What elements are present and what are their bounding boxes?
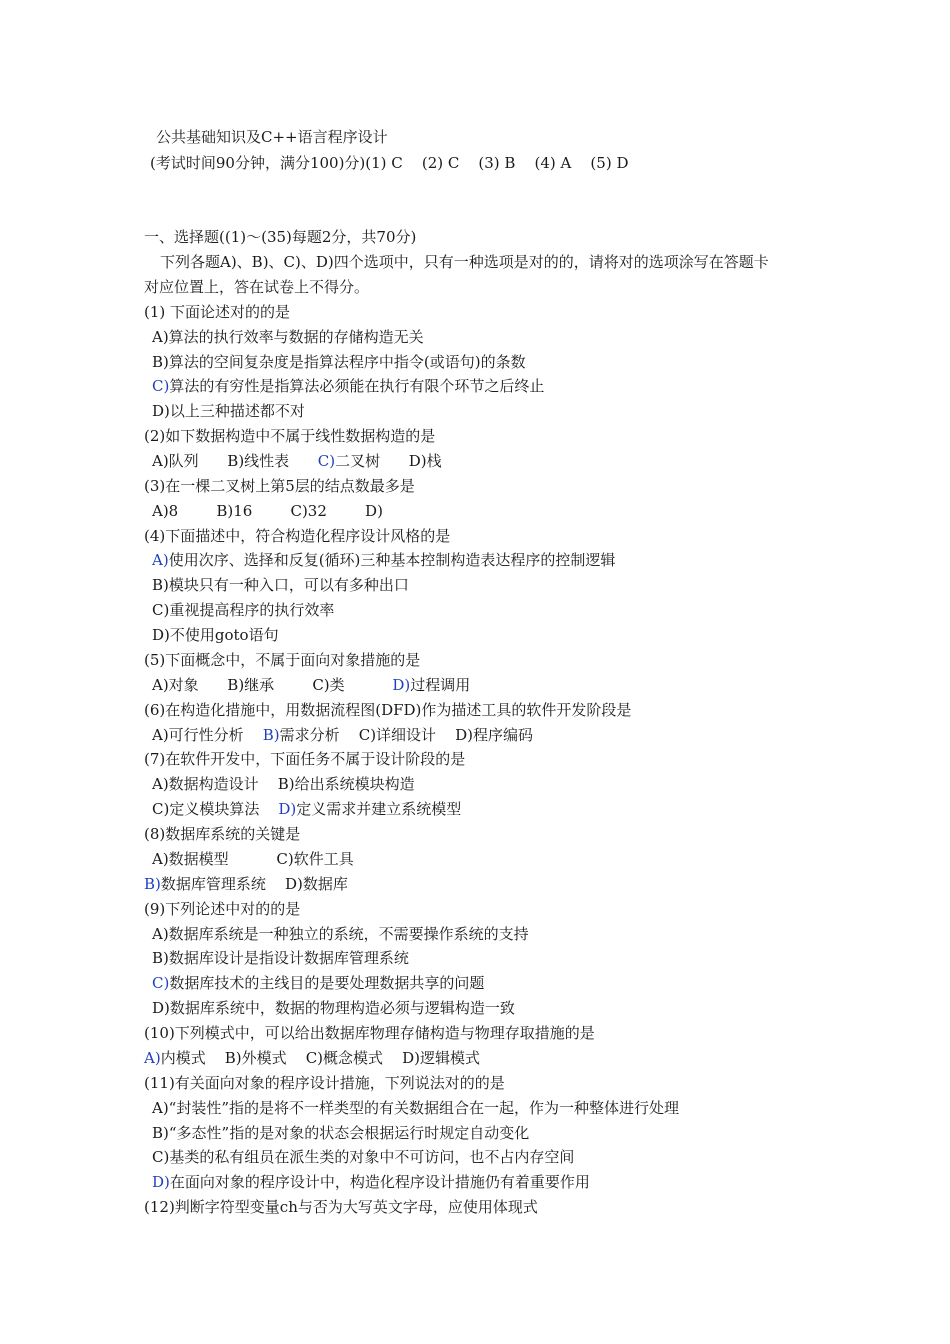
q1-option-b: B)算法的空间复杂度是指算法程序中指令(或语句)的条数 bbox=[152, 353, 526, 371]
q1-option-a: A)算法的执行效率与数据的存储构造无关 bbox=[152, 328, 424, 346]
section-intro-line-1: 下列各题A)、B)、C)、D)四个选项中，只有一种选项是对的的，请将对的选项涂写在答题卡 bbox=[160, 253, 769, 271]
q9-option-c bbox=[152, 973, 484, 993]
q3-options: A)8 B)16 C)32 D) bbox=[152, 502, 383, 520]
q4-stem: (4)下面描述中，符合构造化程序设计风格的是 bbox=[144, 527, 451, 545]
q11-option-c: C)基类的私有组员在派生类的对象中不可访问，也不占内存空间 bbox=[152, 1148, 575, 1166]
section-heading: 一、选择题((1)～(35)每题2分，共70分) bbox=[144, 228, 417, 246]
q3-stem: (3)在一棵二叉树上第5层的结点数最多是 bbox=[144, 477, 415, 495]
q2-options bbox=[152, 451, 442, 471]
q2-answer-key: C) bbox=[317, 452, 336, 470]
q6-answer-key: B) bbox=[262, 726, 280, 744]
q1-option-d: D)以上三种描述都不对 bbox=[152, 402, 305, 420]
q4-option-b: B)模块只有一种入口，可以有多种出口 bbox=[152, 576, 409, 594]
q9-option-a: A)数据库系统是一种独立的系统，不需要操作系统的支持 bbox=[152, 925, 529, 943]
q9-option-c-text: 数据库技术的主线目的是要处理数据共享的问题 bbox=[169, 974, 485, 992]
q10-options-text: 内模式 B)外模式 C)概念模式 D)逻辑模式 bbox=[160, 1049, 480, 1067]
q8-answer-key: B) bbox=[144, 875, 161, 893]
q6-stem: (6)在构造化措施中，用数据流程图(DFD)作为描述工具的软件开发阶段是 bbox=[144, 701, 632, 719]
q1-option-c bbox=[152, 376, 544, 396]
q4-answer-key: A) bbox=[152, 551, 169, 569]
q9-stem: (9)下列论述中对的的是 bbox=[144, 900, 301, 918]
q2-stem: (2)如下数据构造中不属于线性数据构造的是 bbox=[144, 427, 436, 445]
q8-options-bd bbox=[144, 874, 348, 894]
q11-option-d-text: 在面向对象的程序设计中，构造化程序设计措施仍有着重要作用 bbox=[169, 1173, 590, 1191]
q11-answer-key: D) bbox=[152, 1173, 170, 1191]
q2-options-cd: 二叉树 D)栈 bbox=[335, 452, 442, 470]
q4-option-c: C)重视提高程序的执行效率 bbox=[152, 601, 335, 619]
q8-stem: (8)数据库系统的关键是 bbox=[144, 825, 301, 843]
q5-options bbox=[152, 675, 470, 695]
q11-stem: (11)有关面向对象的程序设计措施，下列说法对的的是 bbox=[144, 1074, 505, 1092]
q8-options-ac: A)数据模型 C)软件工具 bbox=[152, 850, 354, 868]
q9-answer-key: C) bbox=[152, 974, 170, 992]
q1-option-c-text: 算法的有穷性是指算法必须能在执行有限个环节之后终止 bbox=[169, 377, 545, 395]
doc-title: 公共基础知识及C++语言程序设计 bbox=[156, 128, 388, 146]
q7-options-ab: A)数据构造设计 B)给出系统模块构造 bbox=[152, 775, 415, 793]
q7-answer-key: D) bbox=[278, 800, 297, 818]
q4-option-d: D)不使用goto语句 bbox=[152, 626, 279, 644]
q12-stem: (12)判断字符型变量ch与否为大写英文字母，应使用体现式 bbox=[144, 1198, 538, 1216]
q1-answer-key: C) bbox=[152, 377, 170, 395]
doc-subtitle: (考试时间90分钟，满分100)分)(1) C (2) C (3) B (4) A (5) D bbox=[150, 154, 629, 172]
q9-option-b: B)数据库设计是指设计数据库管理系统 bbox=[152, 949, 409, 967]
q1-stem: (1) 下面论述对的的是 bbox=[144, 303, 291, 321]
q5-option-d-text: 过程调用 bbox=[410, 676, 471, 694]
q7-stem: (7)在软件开发中，下面任务不属于设计阶段的是 bbox=[144, 750, 466, 768]
q4-option-a-text: 使用次序、选择和反复(循环)三种基本控制构造表达程序的控制逻辑 bbox=[168, 551, 616, 569]
q5-stem: (5)下面概念中，不属于面向对象措施的是 bbox=[144, 651, 421, 669]
q5-options-abc: A)对象 B)继承 C)类 bbox=[152, 676, 393, 694]
section-intro-line-2: 对应位置上，答在试卷上不得分。 bbox=[144, 278, 370, 296]
q7-option-c: C)定义模块算法 bbox=[152, 800, 279, 818]
q2-options-ab: A)队列 B)线性表 bbox=[152, 452, 318, 470]
q7-option-d-text: 定义需求并建立系统模型 bbox=[296, 800, 462, 818]
q11-option-b: B)“多态性”指的是对象的状态会根据运行时规定自动变化 bbox=[152, 1124, 530, 1142]
q9-option-d: D)数据库系统中，数据的物理构造必须与逻辑构造一致 bbox=[152, 999, 515, 1017]
q11-option-d bbox=[152, 1172, 590, 1192]
q10-options bbox=[144, 1048, 480, 1068]
q10-stem: (10)下列模式中，可以给出数据库物理存储构造与物理存取措施的是 bbox=[144, 1024, 595, 1042]
q8-options-bd-text: 数据库管理系统 D)数据库 bbox=[160, 875, 348, 893]
q10-answer-key: A) bbox=[144, 1049, 161, 1067]
q4-option-a bbox=[152, 550, 615, 570]
q11-option-a: A)“封装性”指的是将不一样类型的有关数据组合在一起，作为一种整体进行处理 bbox=[152, 1099, 680, 1117]
q5-answer-key: D) bbox=[392, 676, 411, 694]
q6-option-a: A)可行性分析 bbox=[152, 726, 263, 744]
q6-options bbox=[152, 725, 533, 745]
q6-options-bcd: 需求分析 C)详细设计 D)程序编码 bbox=[279, 726, 533, 744]
q7-options-cd bbox=[152, 799, 461, 819]
